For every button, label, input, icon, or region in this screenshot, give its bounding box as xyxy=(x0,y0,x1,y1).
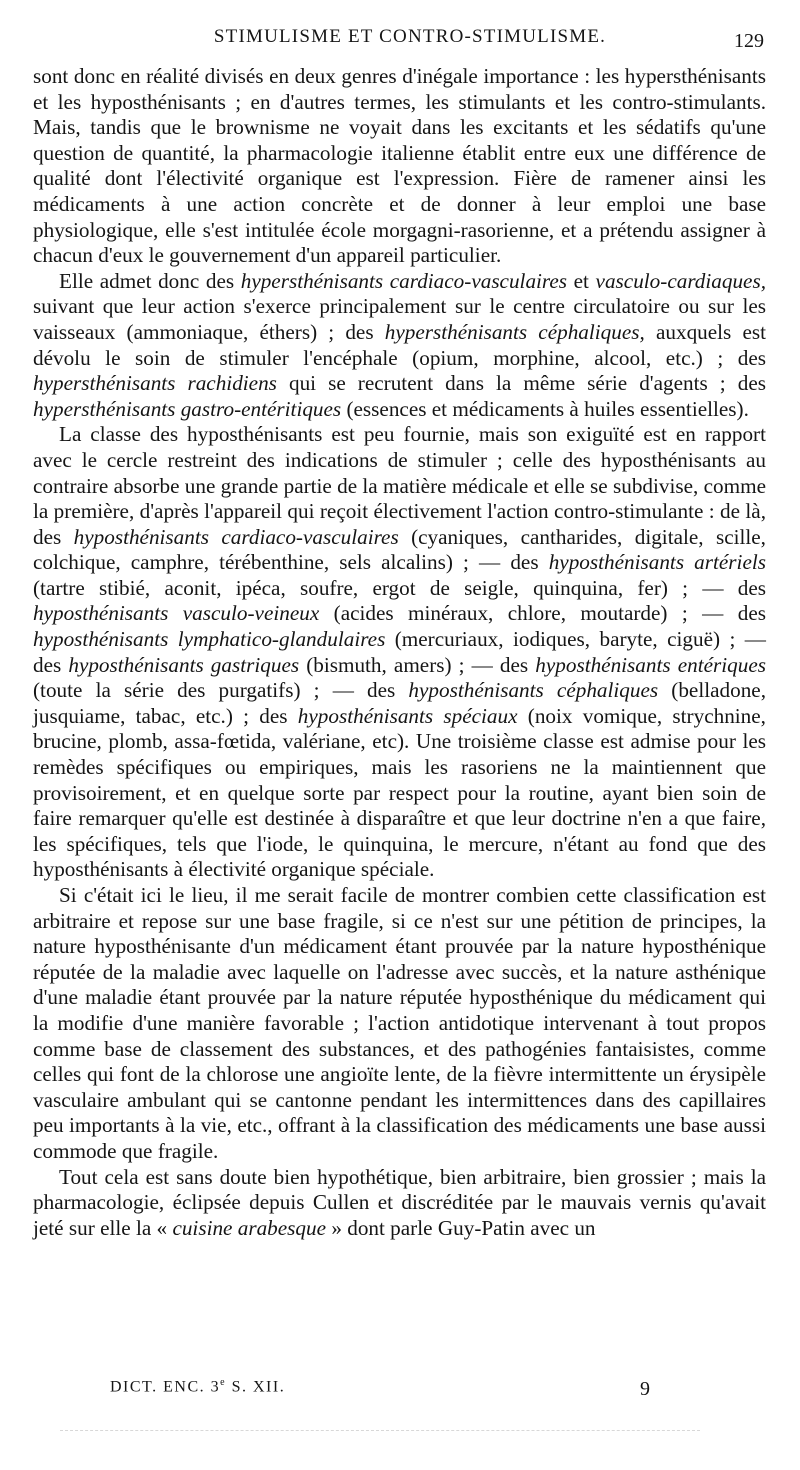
italic-term: hyposthénisants vasculo-veineux xyxy=(33,601,320,626)
text-run: » dont parle Guy-Patin avec un xyxy=(326,1215,596,1240)
printer-signature xyxy=(110,1377,285,1396)
italic-term: hypersthénisants rachidiens xyxy=(33,371,277,396)
italic-term: vasculo-cardiaques, xyxy=(595,268,766,293)
italic-term: hypersthénisants cardiaco-vasculaires xyxy=(240,268,568,293)
paragraph xyxy=(33,269,766,423)
text-run: La classe des hyposthénisants est peu fournie, mais son exiguïté est en rapport avec le cercle restreint des indications de stimuler ; celle des hyposthénisants au contraire absorbe une grande partie de la matière médicale et elle se subdivise, comme la première, d'après l'appareil qui reçoit électivement l'action contro-stimulante : de là, des xyxy=(33,422,766,549)
text-run: (tartre stibié, aconit, ipéca, soufre, ergot de seigle, quinquina, fer) ; — des xyxy=(33,575,766,600)
text-run: qui se recrutent dans la même série d'agents ; des xyxy=(276,371,766,396)
italic-term: hyposthénisants gastriques xyxy=(68,652,300,677)
text-run: (acides minéraux, chlore, moutarde) ; — des xyxy=(319,601,766,626)
italic-term: hyposthénisants artériels xyxy=(548,550,766,575)
italic-term: hyposthénisants entériques xyxy=(535,652,766,677)
italic-term: cuisine arabesque xyxy=(172,1215,327,1240)
italic-term: hyposthénisants lymphatico-glandulaires xyxy=(33,627,386,652)
text-run: (cyaniques, cantharides, digitale, scille, colchique, camphre, térébenthine, sels alcalins) ; — des xyxy=(33,524,766,575)
text-run: auxquels est dévolu le soin de stimuler l'encéphale (opium, morphine, alcool, etc.) ; des xyxy=(33,319,766,370)
italic-term: hypersthénisants gastro-entéritiques xyxy=(33,396,342,421)
bottom-rule xyxy=(60,1430,700,1431)
signature-mark: 9 xyxy=(640,1378,650,1400)
body-text xyxy=(33,64,766,1241)
signature-prefix: DICT. ENC. 3 xyxy=(110,1378,221,1396)
paragraph xyxy=(33,883,766,1165)
text-run: et xyxy=(567,268,596,293)
text-run: suivant que leur action s'exerce principalement sur le centre circulatoire ou sur les vaisseaux (ammoniaque, éthers) ; des xyxy=(33,294,766,344)
text-run: sont donc en réalité divisés en deux genres d'inégale importance : les hypersthénisants et les hyposthénisants ; en d'autres termes, les stimulants et les contro-stimulants. Mais, tandis que le brownisme ne voyait dans les excitants et les sédatifs qu'une question de quantité, la pharmacologie italienne établit entre eux une différence de qualité dont l'électivité organique est l'expression. Fière de ramener ainsi les médicaments à une action concrète et de donner à leur emploi une base physiologique, elle s'est intitulée école morgagni-rasorienne, et a prétendu assigner à chacun d'eux le gouvernement d'un appareil particulier. xyxy=(33,64,766,268)
paragraph xyxy=(33,1165,766,1242)
paragraph xyxy=(33,64,766,269)
signature-superscript: e xyxy=(220,1377,227,1388)
running-title: STIMULISME ET CONTRO-STIMULISME. xyxy=(213,26,607,47)
text-run: Elle admet donc des xyxy=(59,268,241,293)
signature-suffix: S. XII. xyxy=(226,1378,286,1396)
text-run: (mercuriaux, iodiques, baryte, ciguë) ; — des xyxy=(33,627,766,677)
italic-term: hypersthénisants céphaliques, xyxy=(384,319,645,344)
text-run: Si c'était ici le lieu, il me serait facile de montrer combien cette classification est arbitraire et repose sur une base fragile, si ce n'est sur une pétition de principes, la nature hyposthénisante d'un médicament étant prouvée par la nature hyposthénique réputée de la maladie avec laquelle on l'adresse avec succès, et la nature asthénique d'une maladie étant prouvée par la nature réputée hyposthénique du médicament qui la modifie d'une manière favorable ; l'action antidotique intervenant à tout propos comme base de classement des substances, et des pathogénies fantaisistes, comme celles qui font de la chlorose une angioïte lente, de la fièvre intermittente un érysipèle vasculaire ambulant qui se cantonne pendant les intermittences dans des capillaires peu importants à la vie, etc., offrant à la classification des médicaments une base aussi commode que fragile. xyxy=(33,883,766,1163)
text-run: Tout cela est sans doute bien hypothétique, bien arbitraire, bien grossier ; mais la pharmacologie, éclipsée depuis Cullen et discréditée par le mauvais vernis qu'avait jeté sur elle la « xyxy=(33,1164,766,1240)
italic-term: hyposthénisants spéciaux xyxy=(297,703,518,728)
text-run: (essences et médicaments à huiles essentielles). xyxy=(341,396,749,421)
text-run: (bismuth, amers) ; — des xyxy=(299,652,536,677)
italic-term: hyposthénisants céphaliques xyxy=(408,678,659,703)
text-run: (belladone, jusquiame, tabac, etc.) ; des xyxy=(33,678,766,728)
text-run: (noix vomique, strychnine, brucine, plomb, assa-fœtida, valériane, etc). Une troisième classe est admise pour les remèdes spécifiques ou empiriques, mais les rasoriens ne la maintiennent que provisoirement, et en quelque sorte par respect pour la routine, ayant bien soin de faire remarquer qu'elle est destinée à disparaître et que leur doctrine n'en a que faire, les spécifiques, tels que l'iode, le quinquina, le mercure, n'étant au fond que des hyposthénisants à électivité organique spéciale. xyxy=(33,703,766,882)
italic-term: hyposthénisants cardiaco-vasculaires xyxy=(73,524,399,549)
page-number: 129 xyxy=(734,30,764,52)
text-run: (toute la série des purgatifs) ; — des xyxy=(33,678,409,703)
paragraph xyxy=(33,422,766,883)
